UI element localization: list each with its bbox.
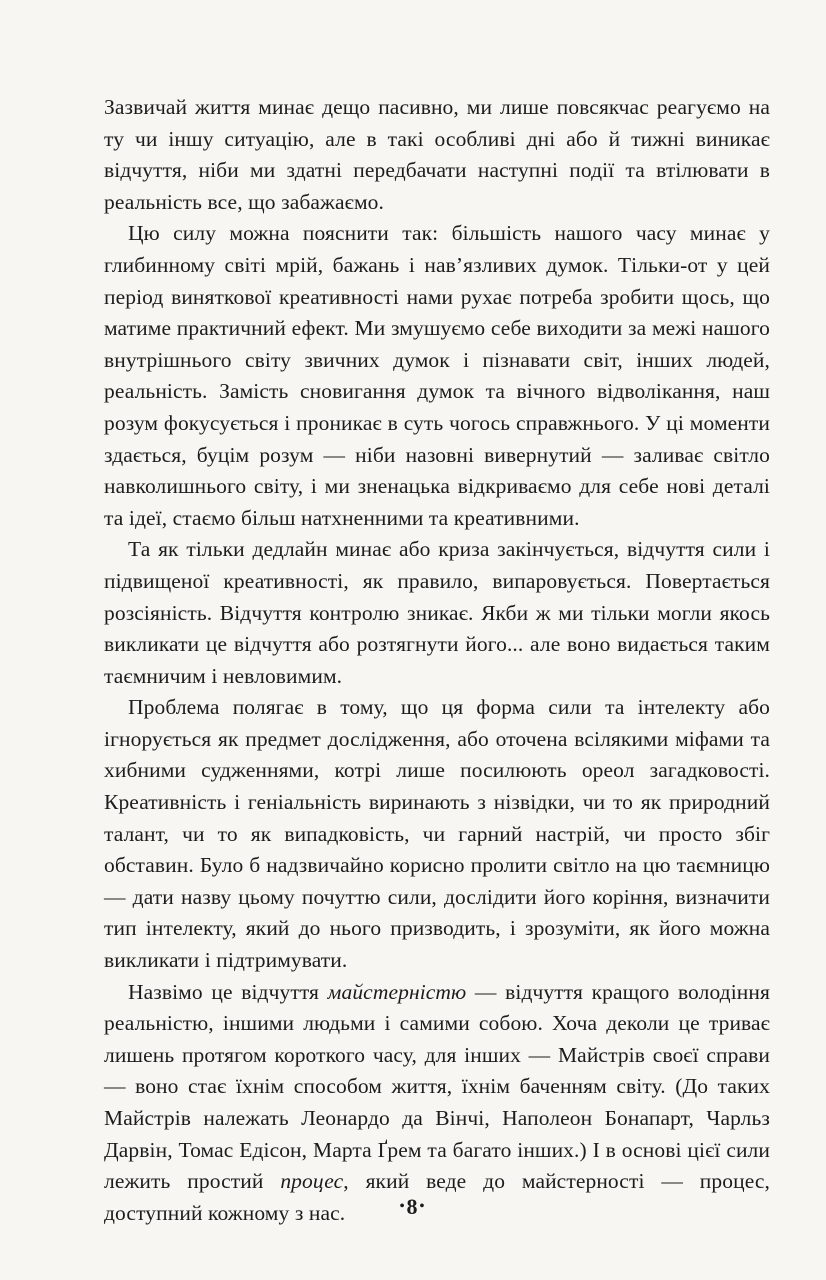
paragraph-5-text-b: — відчуття кращого володіння реальністю, іншими людьми і самими собою. Хоча деколи це триває лишень протягом короткого часу, для інших — Майстрів своєї справи — воно стає їхнім способом життя, їхнім баченням світу. (До таких Майстрів належать Леонардо да Вінчі, Наполеон Бонапарт, Чарльз Дарвін, Томас Едісон, Марта Ґрем та багато інших.) І в основі цієї сили лежить простий [104, 979, 770, 1194]
paragraph-3-text: Та як тільки дедлайн минає або криза закінчується, відчуття сили і підвищеної креативності, як правило, випаровується. Повертається розсіяність. Відчуття контролю зникає. Якби ж ми тільки могли якось викликати це відчуття або розтягнути його... але воно видається таким таємничим і невловимим. [104, 537, 770, 688]
paragraph-5-text-c: , який веде до майстерності — процес, доступний кожному з нас. [104, 1169, 771, 1225]
page-number: 8 [406, 1194, 420, 1219]
folio-ornament-right: • [419, 1198, 427, 1214]
paragraph-2 [104, 218, 770, 534]
paragraph-2-text: Цю силу можна пояснити так: більшість нашого часу минає у глибинному світі мрій, бажань і нав’язливих думок. Тільки-от у цей період виняткової креативності нами рухає потреба зробити щось, що матиме практичний ефект. Ми змушуємо себе виходити за межі нашого внутрішнього світу звичних думок і пізнавати світ, інших людей, реальність. Замість сновигання думок та вічного відволікання, наш розум фокусується і проникає в суть чогось справжнього. У ці моменти здається, буцім розум — ніби назовні вивернутий — заливає світло навколишнього світу, і ми зненацька відкриваємо для себе нові деталі та ідеї, стаємо більш натхненними та креативними. [104, 221, 770, 530]
paragraph-1-text: Зазвичай життя минає дещо пасивно, ми лише повсякчас реагуємо на ту чи іншу ситуацію, але в такі особливі дні або й тижні виникає відчуття, ніби ми здатні передбачати наступні події та втілювати в реальність все, що забажаємо. [104, 95, 770, 214]
process-term: процес [280, 1169, 344, 1194]
paragraph-4-text: Проблема полягає в тому, що ця форма сили та інтелекту або ігнорується як предмет дослідження, або оточена всілякими міфами та хибними судженнями, котрі лише посилюють ореол загадковості. Креативність і геніальність виринають з нізвідки, чи то як природний талант, чи то як випадковість, чи гарний настрій, чи просто збіг обставин. Було б надзвичайно корисно пролити світло на цю таємницю — дати назву цьому почуттю сили, дослідити його коріння, визначити тип інтелекту, який до нього призводить, і зрозуміти, як його можна викликати і підтримувати. [104, 695, 770, 973]
paragraph-3 [104, 534, 770, 692]
page-body [104, 92, 770, 1229]
paragraph-1 [104, 92, 770, 218]
folio-ornament-left: • [399, 1198, 407, 1214]
page-number-footer [0, 1194, 826, 1220]
paragraph-5-text-a: Назвімо це відчуття [128, 979, 328, 1004]
mastery-term: майстерністю [327, 979, 467, 1004]
paragraph-4 [104, 692, 770, 976]
paragraph-5 [104, 977, 770, 1230]
